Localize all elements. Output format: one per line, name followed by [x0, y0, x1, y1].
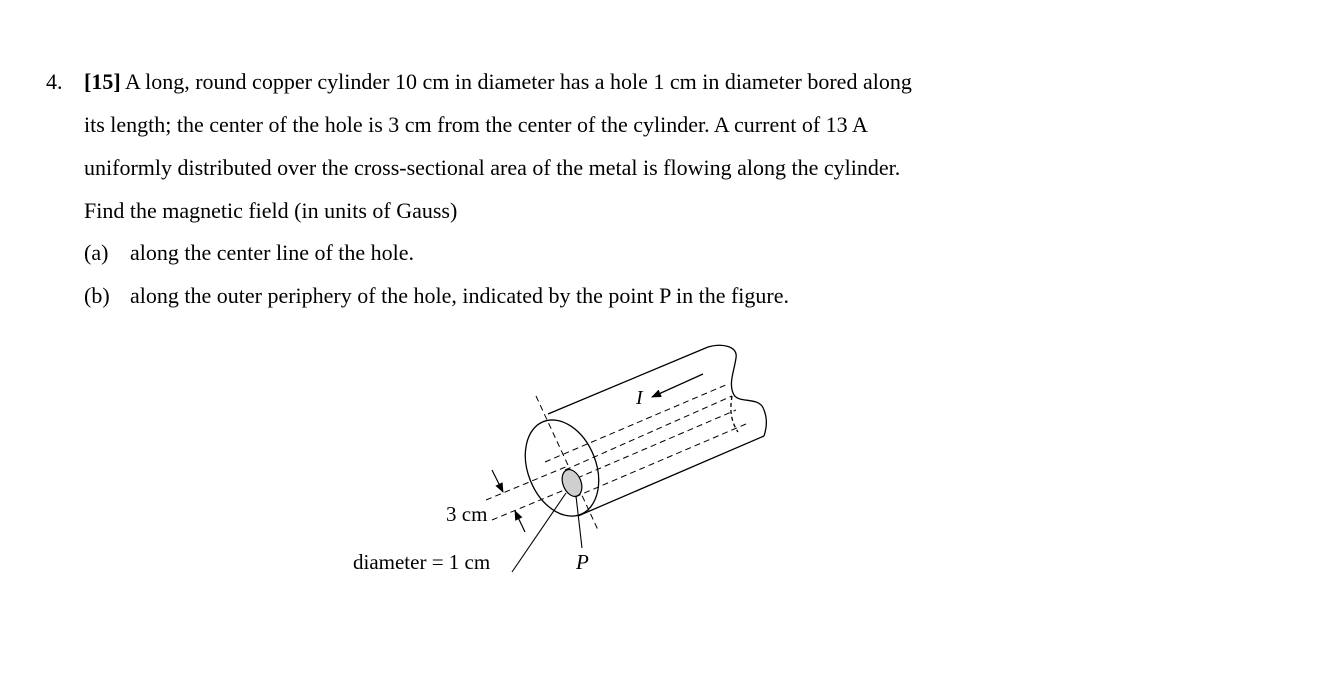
- offset-arrow-top: [492, 470, 503, 492]
- problem-line-1-text: A long, round copper cylinder 10 cm in diameter has a hole 1 cm in diameter bored along: [120, 69, 912, 94]
- problem-line-2: its length; the center of the hole is 3 cm from the center of the cylinder. A current of 13 A: [84, 112, 868, 137]
- hole-center-line: [568, 410, 736, 482]
- cylinder-broken-end: [708, 345, 766, 436]
- problem-marks: [15]: [84, 69, 121, 94]
- part-a-label: (a): [84, 240, 109, 265]
- current-arrow: [652, 374, 703, 397]
- cylinder-body: [512, 345, 767, 527]
- hole-upper-line: [565, 396, 732, 470]
- hole: [558, 467, 585, 500]
- part-b-label: (b): [84, 283, 110, 308]
- cylinder-bottom-edge: [578, 436, 764, 516]
- cylinder-figure: [340, 330, 780, 580]
- cylinder-hidden-end: [731, 396, 738, 432]
- part-b-text: along the outer periphery of the hole, indicated by the point P in the figure.: [130, 283, 790, 308]
- diameter-leader-line: [512, 493, 566, 572]
- point-p-label: P: [576, 550, 589, 574]
- part-a-text: along the center line of the hole.: [130, 240, 415, 265]
- diameter-label: diameter = 1 cm: [353, 550, 491, 574]
- current-label: I: [636, 387, 643, 409]
- offset-label: 3 cm: [446, 502, 488, 526]
- cylinder-top-edge: [548, 347, 708, 414]
- hole-lower-line: [575, 424, 746, 497]
- point-p-leader-line: [576, 496, 582, 548]
- problem-number: 4.: [46, 69, 63, 94]
- problem-line-3: uniformly distributed over the cross-sectional area of the metal is flowing along the cylinder.: [84, 155, 901, 180]
- offset-arrow-bottom: [515, 511, 525, 532]
- problem-line-1: [84, 69, 912, 95]
- vertical-reference-line: [536, 396, 598, 530]
- problem-line-4: Find the magnetic field (in units of Gauss): [84, 198, 458, 223]
